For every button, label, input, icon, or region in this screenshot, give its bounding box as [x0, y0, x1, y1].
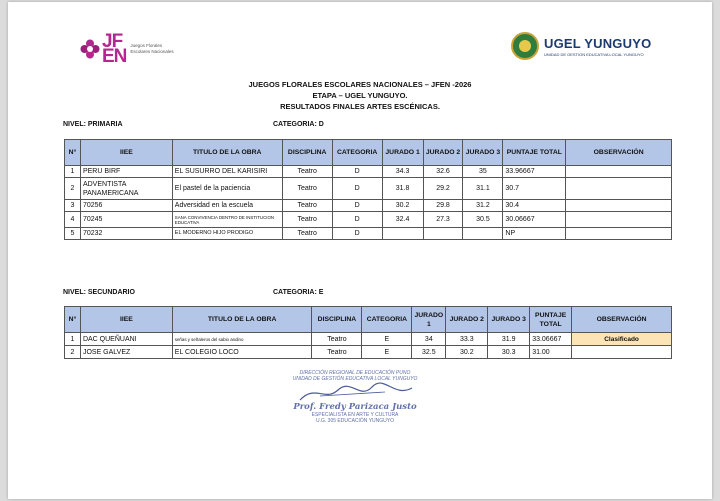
column-header: JURADO 1	[382, 140, 423, 166]
cell-obs	[566, 178, 672, 200]
secundario-categoria-label: CATEGORIA: E	[273, 289, 324, 296]
cell-iiee: ADVENTISTA PANAMERICANA	[80, 178, 172, 200]
table-row	[65, 228, 672, 240]
cell-disciplina: Teatro	[312, 346, 362, 359]
stamp-line-1: DIRECCIÓN REGIONAL DE EDUCACIÓN PUNO	[299, 370, 411, 376]
cell-obs	[566, 166, 672, 178]
official-stamp	[270, 370, 440, 424]
cell-categoria: D	[332, 166, 382, 178]
cell-disciplina: Teatro	[282, 200, 332, 212]
cell-n: 1	[65, 333, 81, 346]
column-header: DISCIPLINA	[282, 140, 332, 166]
cell-iiee: DAC QUEÑUANI	[80, 333, 172, 346]
cell-titulo: EL COLEGIO LOCO	[172, 346, 312, 359]
cell-total: 33.96667	[503, 166, 566, 178]
cell-categoria: D	[332, 228, 382, 240]
column-header: JURADO 3	[463, 140, 503, 166]
cell-n: 2	[65, 346, 81, 359]
cell-j1: 34.3	[382, 166, 423, 178]
cell-categoria: D	[332, 212, 382, 228]
ugel-seal-icon	[511, 32, 539, 60]
cell-j1	[382, 228, 423, 240]
primaria-nivel-label: NIVEL: PRIMARIA	[63, 121, 123, 128]
column-header: N°	[65, 140, 81, 166]
cell-j2: 29.8	[423, 200, 463, 212]
cell-j2	[423, 228, 463, 240]
table-row	[65, 200, 672, 212]
cell-total: 30.4	[503, 200, 566, 212]
column-header: TITULO DE LA OBRA	[172, 140, 282, 166]
stamp-line-2: UNIDAD DE GESTIÓN EDUCATIVA LOCAL YUNGUYO	[292, 376, 418, 382]
cell-j1: 30.2	[382, 200, 423, 212]
cell-total: 30.06667	[503, 212, 566, 228]
cell-n: 3	[65, 200, 81, 212]
column-header: PUNTAJE TOTAL	[503, 140, 566, 166]
stamp-line-3: ESPECIALISTA EN ARTE Y CULTURA	[311, 412, 399, 418]
cell-obs	[566, 200, 672, 212]
signature-scribble	[270, 382, 440, 402]
cell-j3	[463, 228, 503, 240]
table-row	[65, 178, 672, 200]
column-header: OBSERVACIÓN	[572, 307, 672, 333]
column-header: JURADO 1	[412, 307, 446, 333]
column-header: TITULO DE LA OBRA	[172, 307, 312, 333]
cell-obs	[566, 212, 672, 228]
table-row	[65, 333, 672, 346]
table-row	[65, 212, 672, 228]
cell-titulo: señas y señaleros del sabio andino	[172, 333, 312, 346]
cell-n: 1	[65, 166, 81, 178]
cell-categoria: D	[332, 178, 382, 200]
cell-obs: Clasificado	[572, 333, 672, 346]
column-header: CATEGORIA	[362, 307, 412, 333]
secundario-nivel-label: NIVEL: SECUNDARIO	[63, 289, 135, 296]
cell-n: 2	[65, 178, 81, 200]
title-line-2: ETAPA – UGEL YUNGUYO.	[312, 91, 408, 100]
ugel-logo	[511, 32, 651, 60]
secundario-results-table	[64, 306, 672, 359]
cell-iiee: PERU BIRF	[80, 166, 172, 178]
document-page	[8, 2, 712, 499]
primaria-categoria-label: CATEGORIA: D	[273, 121, 324, 128]
primaria-results-table	[64, 139, 672, 240]
cell-iiee: 70256	[80, 200, 172, 212]
document-title	[8, 79, 712, 112]
cell-disciplina: Teatro	[282, 166, 332, 178]
stamp-line-4: U.G. 305 EDUCACIÓN YUNGUYO	[316, 418, 394, 424]
column-header: IIEE	[80, 140, 172, 166]
cell-categoria: E	[362, 333, 412, 346]
cell-j1: 31.8	[382, 178, 423, 200]
column-header: JURADO 3	[488, 307, 530, 333]
cell-disciplina: Teatro	[312, 333, 362, 346]
jfen-wordmark: JF EN	[102, 31, 127, 67]
cell-titulo: SANA CONVIVENCIA DENTRO DE INSTITUCION EDUCATIVA	[172, 212, 282, 228]
cell-n: 4	[65, 212, 81, 228]
ugel-subtitle: UNIDAD DE GESTION EDUCATIVA LOCAL YUNGUYO	[544, 51, 644, 57]
cell-j3: 31.9	[488, 333, 530, 346]
table-row	[65, 346, 672, 359]
cell-titulo: EL SUSURRO DEL KARISIRI	[172, 166, 282, 178]
cell-obs	[572, 346, 672, 359]
cell-disciplina: Teatro	[282, 178, 332, 200]
cell-n: 5	[65, 228, 81, 240]
column-header: IIEE	[80, 307, 172, 333]
column-header: CATEGORIA	[332, 140, 382, 166]
cell-j3: 31.1	[463, 178, 503, 200]
cell-total: 30.7	[503, 178, 566, 200]
cell-disciplina: Teatro	[282, 228, 332, 240]
cell-j3: 30.5	[463, 212, 503, 228]
cell-titulo: Adversidad en la escuela	[172, 200, 282, 212]
column-header: PUNTAJE TOTAL	[530, 307, 572, 333]
cell-j2: 27.3	[423, 212, 463, 228]
cell-iiee: 70245	[80, 212, 172, 228]
cell-j3: 35	[463, 166, 503, 178]
cell-categoria: E	[362, 346, 412, 359]
cell-j1: 32.4	[382, 212, 423, 228]
cell-j2: 29.2	[423, 178, 463, 200]
cell-iiee: 70232	[80, 228, 172, 240]
cell-total: 33.06667	[530, 333, 572, 346]
cell-obs	[566, 228, 672, 240]
cell-titulo: EL MODERNO HIJO PRODIGO	[172, 228, 282, 240]
cell-j2: 33.3	[446, 333, 488, 346]
title-line-1: JUEGOS FLORALES ESCOLARES NACIONALES – JFEN -2026	[248, 80, 472, 89]
jfen-logo-text: Juegos Florales Escolares Nacionales	[130, 43, 174, 54]
cell-j1: 34	[412, 333, 446, 346]
cell-j2: 30.2	[446, 346, 488, 359]
column-header: OBSERVACIÓN	[566, 140, 672, 166]
column-header: JURADO 2	[446, 307, 488, 333]
cell-j1: 32.5	[412, 346, 446, 359]
cell-j3: 31.2	[463, 200, 503, 212]
flower-icon	[80, 39, 100, 59]
cell-total: 31.00	[530, 346, 572, 359]
cell-disciplina: Teatro	[282, 212, 332, 228]
cell-j2: 32.6	[423, 166, 463, 178]
column-header: DISCIPLINA	[312, 307, 362, 333]
cell-categoria: D	[332, 200, 382, 212]
cell-j3: 30.3	[488, 346, 530, 359]
column-header: JURADO 2	[423, 140, 463, 166]
jfen-logo	[80, 31, 200, 67]
title-line-3: RESULTADOS FINALES ARTES ESCÉNICAS.	[280, 102, 440, 111]
signer-name: Prof. Fredy Parizaca Justo	[293, 402, 417, 412]
cell-titulo: El pastel de la paciencia	[172, 178, 282, 200]
table-row	[65, 166, 672, 178]
column-header: N°	[65, 307, 81, 333]
ugel-title: UGEL YUNGUYO	[544, 35, 652, 51]
cell-total: NP	[503, 228, 566, 240]
cell-iiee: JOSE GALVEZ	[80, 346, 172, 359]
